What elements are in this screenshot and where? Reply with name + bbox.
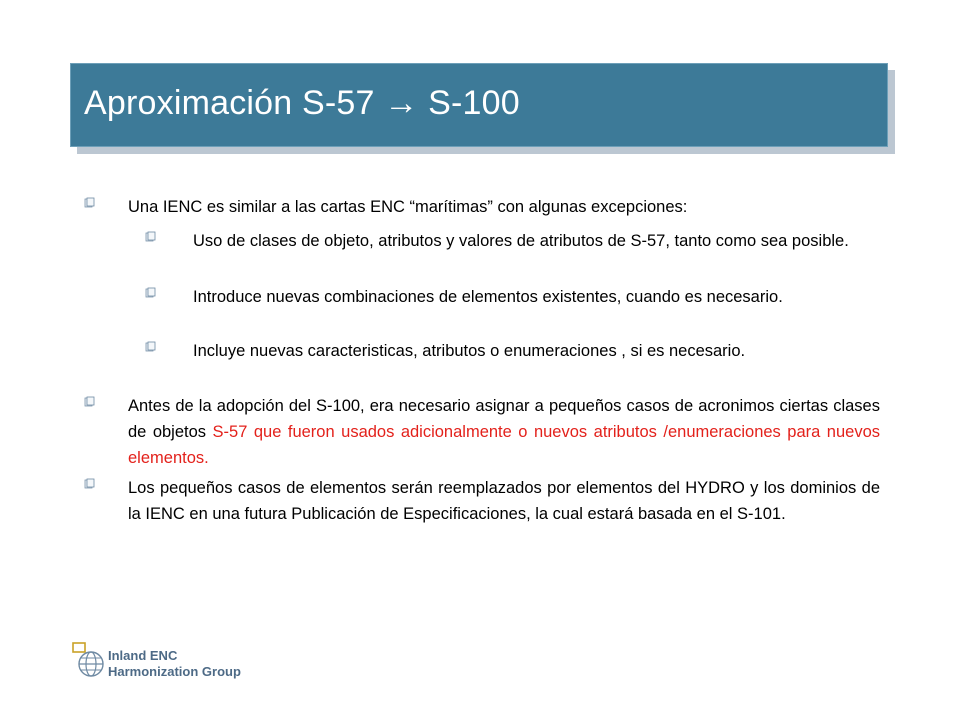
ienc-logo — [72, 642, 262, 686]
globe-logo-icon — [72, 642, 106, 682]
sub-bullet-item — [193, 338, 880, 364]
document-bullet-icon — [84, 478, 96, 490]
sub-bullet-text: Incluye nuevas caracteristicas, atributos o enumeraciones , si es necesario. — [193, 342, 746, 360]
bullet-text-red: S-57 que fueron usados adicionalmente o nuevos atributos /enumeraciones para nuevos elementos. — [128, 423, 880, 467]
document-bullet-icon — [145, 287, 157, 299]
bullet-item — [128, 475, 880, 527]
bullet-item — [128, 194, 880, 220]
sub-bullet-item — [193, 284, 880, 310]
title-bar — [70, 63, 888, 147]
slide-title: Aproximación S-57 → S-100 — [84, 84, 520, 122]
document-bullet-icon — [84, 197, 96, 209]
bullet-text — [128, 393, 880, 471]
bullet-item — [128, 393, 880, 471]
bullet-text-black: Antes de la adopción del S-100, era necesario asignar a pequeños casos de acronimos ciertas clases de objetos — [128, 397, 880, 441]
logo-text — [108, 648, 241, 680]
sub-bullet-item — [193, 228, 880, 254]
bullet-text: Los pequeños casos de elementos serán reemplazados por elementos del HYDRO y los dominios de la IENC en una futura Publicación de Especificaciones, la cual estará basada en el S-101. — [128, 479, 880, 523]
sub-bullet-text: Introduce nuevas combinaciones de elementos existentes, cuando es necesario. — [193, 288, 783, 306]
logo-line-1: Inland ENC — [108, 648, 178, 663]
logo-line-2: Harmonization Group — [108, 664, 241, 679]
sub-bullet-text: Uso de clases de objeto, atributos y valores de atributos de S-57, tanto como sea posible. — [193, 232, 849, 250]
document-bullet-icon — [84, 396, 96, 408]
document-bullet-icon — [145, 341, 157, 353]
document-bullet-icon — [145, 231, 157, 243]
bullet-text: Una IENC es similar a las cartas ENC “marítimas” con algunas excepciones: — [128, 198, 688, 216]
